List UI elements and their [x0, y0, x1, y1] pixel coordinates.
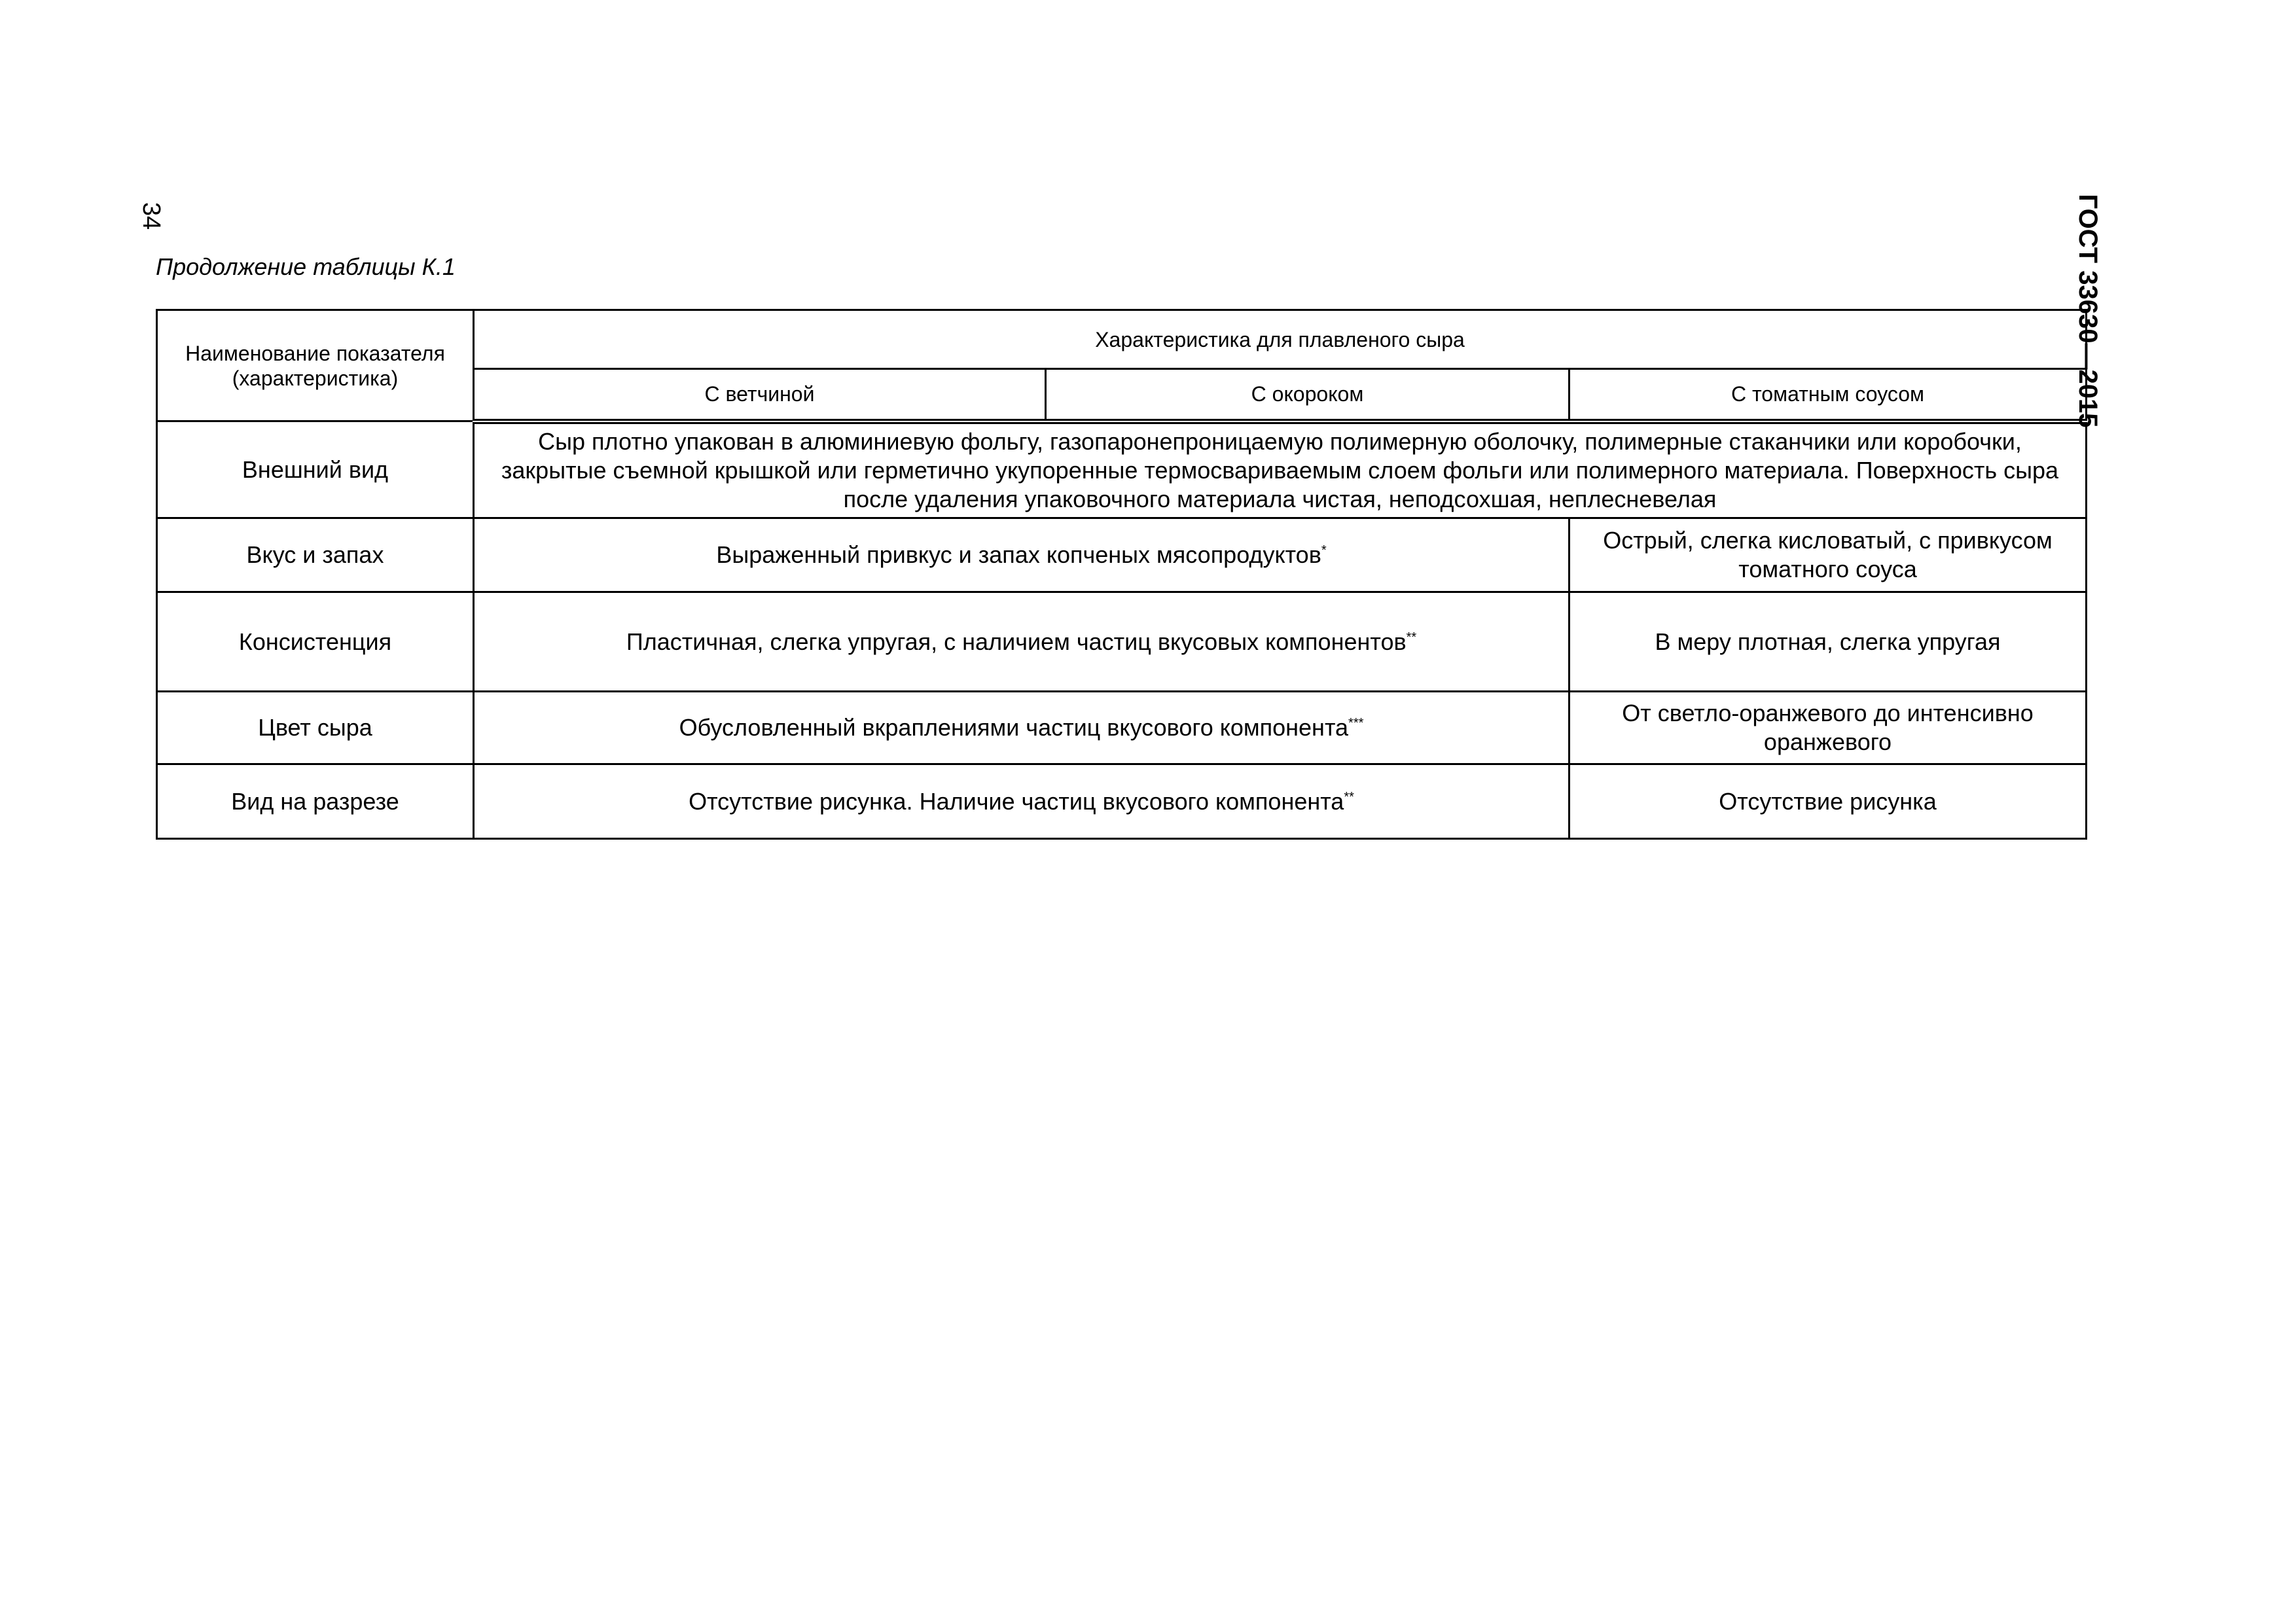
- header-group: Характеристика для плавленого сыра: [474, 310, 2087, 369]
- row-name: Вкус и запах: [157, 518, 474, 592]
- table-header-row: [157, 310, 2087, 369]
- header-indicator-name: Наименование показателя (характеристика): [157, 310, 474, 421]
- row-value-ham-gammon: [474, 764, 1570, 839]
- header-ham: С ветчиной: [474, 369, 1046, 421]
- row-name: Вид на разрезе: [157, 764, 474, 839]
- row-value-tomato: Отсутствие рисунка: [1570, 764, 2087, 839]
- value-text: Обусловленный вкраплениями частиц вкусового компонента: [679, 714, 1349, 741]
- footnote-mark: **: [1344, 789, 1354, 804]
- table-row: [157, 592, 2087, 692]
- table-row: [157, 421, 2087, 518]
- footnote-mark: *: [1321, 543, 1327, 558]
- row-value-tomato: Острый, слегка кисловатый, с привкусом томатного соуса: [1570, 518, 2087, 592]
- value-text: Отсутствие рисунка. Наличие частиц вкусового компонента: [689, 787, 1344, 815]
- value-text: Выраженный привкус и запах копченых мясопродуктов: [716, 541, 1321, 568]
- row-name: Внешний вид: [157, 421, 474, 518]
- row-name: Цвет сыра: [157, 692, 474, 764]
- row-name: Консистенция: [157, 592, 474, 692]
- table-row: [157, 518, 2087, 592]
- row-value-merged: Сыр плотно упакован в алюминиевую фольгу, газопаронепроницаемую полимерную оболочку, полимерные стаканчики или коробочки, закрытые съемной крышкой или герметично укупоренные термосвариваемым слоем фольги или полимерного материала. Поверхность сыра после удаления упаковочного материала чистая, неподсохшая, неплесневелая: [474, 421, 2087, 518]
- characteristics-table: [156, 309, 2087, 840]
- row-value-ham-gammon: [474, 592, 1570, 692]
- header-tomato-sauce: С томатным соусом: [1570, 369, 2087, 421]
- value-text: Пластичная, слегка упругая, с наличием частиц вкусовых компонентов: [626, 628, 1407, 655]
- table-caption: Продолжение таблицы К.1: [156, 253, 456, 280]
- footnote-mark: ***: [1348, 716, 1364, 730]
- row-value-ham-gammon: [474, 518, 1570, 592]
- document-code: ГОСТ 33630—2015: [2073, 194, 2102, 428]
- row-value-tomato: От светло-оранжевого до интенсивно оранжевого: [1570, 692, 2087, 764]
- header-gammon: С окороком: [1046, 369, 1570, 421]
- page-number: 34: [137, 202, 165, 230]
- row-value-ham-gammon: [474, 692, 1570, 764]
- table-row: [157, 764, 2087, 839]
- row-value-tomato: В меру плотная, слегка упругая: [1570, 592, 2087, 692]
- footnote-mark: **: [1406, 630, 1417, 645]
- table-row: [157, 692, 2087, 764]
